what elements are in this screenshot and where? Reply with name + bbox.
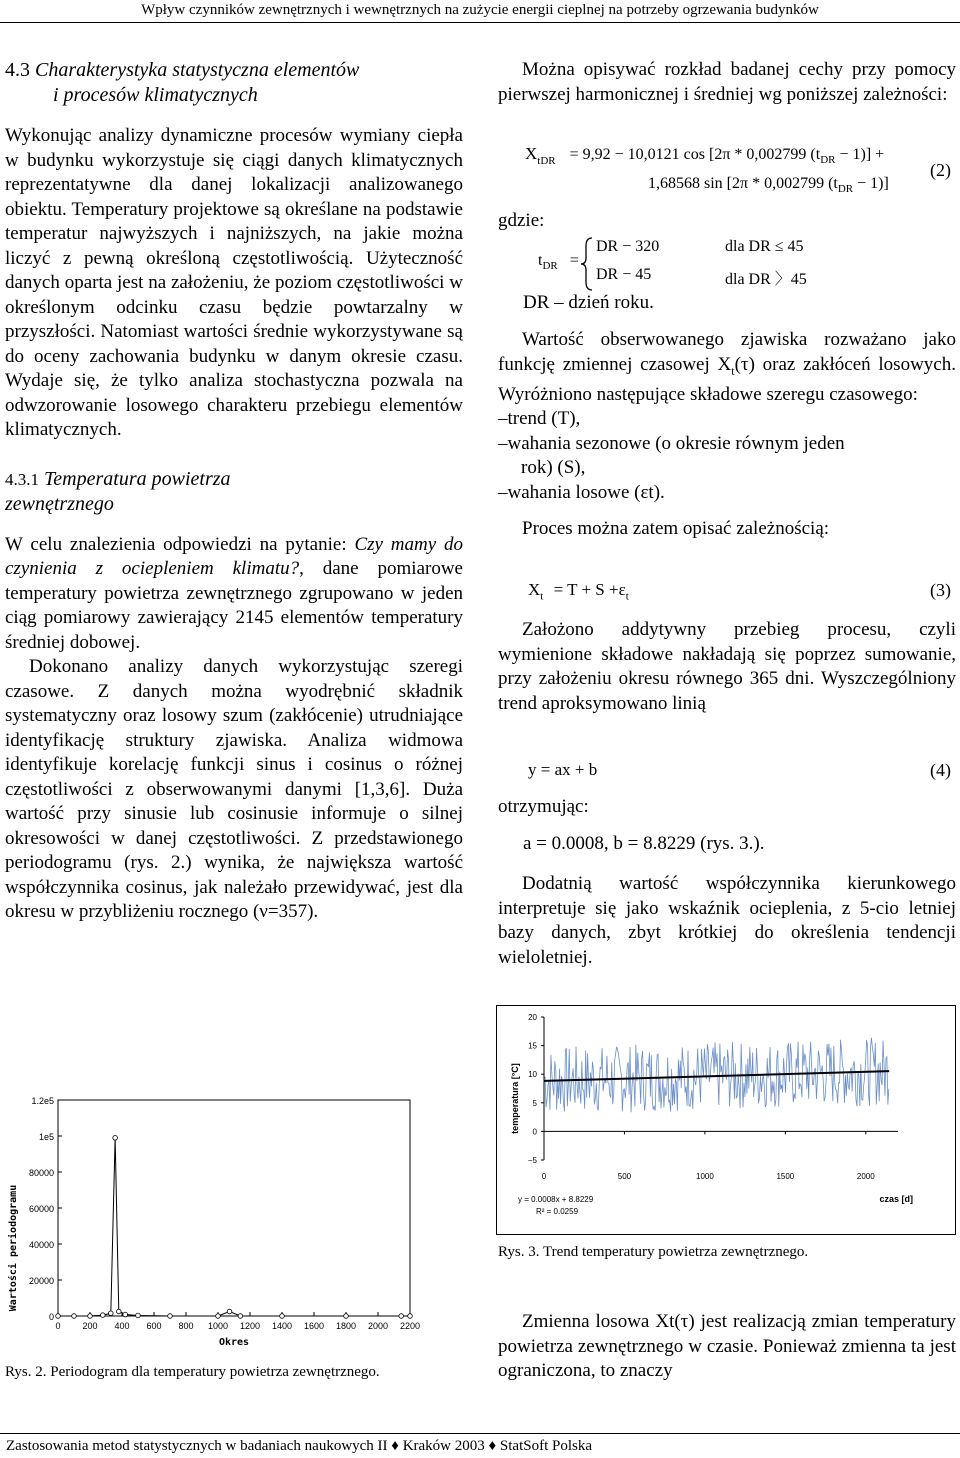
- y-tick-label: 5: [532, 1098, 537, 1108]
- eq2-sub-dr: DR: [820, 154, 836, 167]
- x-tick-label: 1000: [696, 1172, 714, 1181]
- data-point: [113, 1136, 118, 1141]
- paragraph-conclusion: Dodatnią wartość współczynnika kierunkowego interpretuje się jako wskaźnik ocieplenia, z 5-cio letniej bazy danych, zbyt krótkiej do określenia tendencji wieloletniej.: [498, 873, 956, 968]
- paragraph-additive: Założono addytywny przebieg procesu, czyli wymienione składowe nakładają się poprzez sumowanie, przy założeniu okresu równego 365 dni. Wyszczególniony trend aproksymowano linią: [498, 619, 956, 714]
- periodogram-chart: [0, 1088, 470, 1350]
- x-tick-label: 800: [178, 1321, 194, 1331]
- x-tick-label: 200: [82, 1321, 98, 1331]
- p2-end: , dane pomiarowe temperatury powietrza zewnętrznego zgrupowano w jeden ciąg pomiarowy zawierający 2145 elementów temperatury średniej dobowej.: [5, 558, 463, 653]
- otrzymujac-label: otrzymując:: [498, 796, 589, 817]
- y-tick-label: 80000: [28, 1168, 54, 1178]
- section-title-line2: i procesów klimatycznych: [53, 84, 258, 106]
- p2-a: Wartość obserwowanego zjawiska rozważano jako funkcję zmiennej czasowej X: [498, 329, 956, 375]
- left-column: [5, 58, 463, 925]
- x-tick-label: 1600: [303, 1321, 325, 1331]
- result-values: a = 0.0008, b = 8.8229 (rys. 3.).: [523, 833, 765, 854]
- eq2-rhs-a: = 9,92 − 10,0121 cos [2π * 0,002799 (t: [569, 146, 821, 163]
- data-point: [88, 1314, 93, 1319]
- section-title-line1: Charakterystyka statystyczna elementów: [35, 59, 360, 81]
- case2-cond: dla DR 〉45: [725, 271, 807, 288]
- data-point: [238, 1314, 243, 1319]
- right-column-5: [498, 1310, 956, 1384]
- x-tick-label: 1200: [239, 1321, 261, 1331]
- list-item-text: wahania losowe (εt).: [507, 481, 665, 503]
- eq3-sub: t: [540, 590, 544, 603]
- list-item: –wahania losowe (εt).: [498, 481, 665, 503]
- tdr-lhs: [538, 252, 579, 272]
- trend-line: [544, 1071, 889, 1081]
- equation-3: [528, 580, 629, 602]
- eq2-lhs-sub: tDR: [537, 155, 556, 167]
- right-column-4: [498, 872, 956, 970]
- eq3-sub2: t: [625, 590, 629, 603]
- list-item: –trend (T),: [498, 408, 581, 430]
- x-tick-label: 1800: [335, 1321, 357, 1331]
- list-item-text: trend (T),: [507, 408, 581, 430]
- subsection-title-line1: Temperatura powietrza: [44, 467, 231, 490]
- plot-frame: [58, 1100, 410, 1316]
- y-tick-label: 15: [528, 1041, 537, 1051]
- paragraph-harmonic: Można opisywać rozkład badanej cechy przy pomocy pierwszej harmonicznej i średniej wg poniższej zależności:: [498, 59, 956, 105]
- trend-equation-label: y = 0.0008x + 8.8229: [518, 1195, 594, 1204]
- fig3-caption: Rys. 3. Trend temperatury powietrza zewnętrznego.: [498, 1244, 809, 1260]
- equation-3-number: (3): [930, 580, 951, 600]
- y-tick-label: 1e5: [38, 1132, 54, 1142]
- data-point: [399, 1314, 404, 1319]
- y-tick-label: 0: [48, 1312, 54, 1322]
- periodogram-line: [58, 1138, 410, 1316]
- y-tick-label: 10: [528, 1070, 537, 1080]
- right-column-3: [498, 618, 956, 716]
- x-axis-label: czas [d]: [879, 1194, 913, 1204]
- x-tick-label: 500: [617, 1172, 632, 1181]
- paragraph-analysis: Dokonano analizy danych wykorzystując szeregi czasowe. Z danych można wyodrębnić składnik systematyczny oraz losowy szum (zakłócenie) utrudniające identyfikację struktury zjawiska. Analiza widmowa identyfikuje korelację funkcji sinus i cosinus o różnej częstotliwości z obserwowanymi danymi [1,3,6]. Duża wartość przy sinusie lub cosinusie informuje o silnej okresowości w danej częstotliwości. Z przedstawionego periodogramu (rys. 2.) wynika, że największa wartość współczynnika cosinus, jak należało przewidywać, jest dla okresu w przybliżeniu rocznego (ν=357).: [5, 656, 463, 922]
- eq2-line2-sub: DR: [837, 183, 854, 196]
- case2-expr: DR − 45: [596, 266, 652, 283]
- case1-expr: DR − 320: [596, 238, 660, 255]
- page-header: Wpływ czynników zewnętrznych i wewnętrznych na zużycie energii cieplnej na potrzeby ogrzewania budynków: [0, 0, 960, 23]
- eq2-rhs-b: − 1)] +: [835, 146, 885, 163]
- paragraph-question: [5, 533, 463, 656]
- data-point: [168, 1314, 173, 1319]
- paragraph-components: [498, 328, 956, 407]
- brace-icon: [580, 236, 594, 292]
- periodogram-figure: [0, 1088, 470, 1350]
- y-tick-label: 1.2e5: [31, 1096, 54, 1106]
- right-column-2: [498, 328, 956, 542]
- p2-b: (τ) oraz zakłóceń losowych. Wyróżniono następujące składowe szeregu czasowego:: [498, 353, 956, 405]
- section-number: 4.3: [5, 59, 30, 81]
- equation-4-number: (4): [930, 760, 951, 780]
- x-tick-label: 400: [114, 1321, 130, 1331]
- x-tick-label: 2000: [856, 1172, 875, 1181]
- x-tick-label: 2200: [399, 1321, 421, 1331]
- paragraph-process: Proces można zatem opisać zależnością:: [522, 518, 830, 540]
- eq2-lhs: X: [525, 144, 538, 163]
- list-item-continuation: [498, 456, 956, 481]
- list-item-text: wahania sezonowe (o okresie równym jeden: [507, 432, 845, 454]
- subsection-heading: [5, 467, 463, 517]
- paragraph-intro: Wykonując analizy dynamiczne procesów wymiany ciepła w budynku wykorzystuje się ciągi danych klimatycznych reprezentatywne dla danej lokalizacji analizowanego obiektu. Temperatury projektowe są określane na podstawie temperatur najwyższych i najniższych, na jakie można liczyć z pewną określoną częstotliwością. Użyteczność danych oparta jest na założeniu, że poziom częstotliwości w określonym odcinku czasu będzie powtarzalny w przyszłości. Natomiast wartości średnie wykorzystywane są do oceny zachowania budynku w danym okresie czasu. Wydaje się, że tylko analiza stochastyczna pozwala na odwzorowanie losowego charakteru przebiegu elementów klimatycznych.: [5, 125, 463, 440]
- x-tick-label: 2000: [367, 1321, 389, 1331]
- data-point: [408, 1314, 413, 1319]
- trend-chart: [496, 1005, 956, 1235]
- y-tick-label: −5: [527, 1156, 537, 1165]
- data-point: [123, 1312, 128, 1317]
- r2-label: R² = 0.0259: [536, 1207, 579, 1216]
- fig2-caption: Rys. 2. Periodogram dla temperatury powietrza zewnętrznego.: [5, 1364, 380, 1380]
- data-point: [216, 1314, 221, 1319]
- data-point: [227, 1309, 232, 1314]
- data-point: [109, 1311, 114, 1316]
- subsection-title-line2: zewnętrznego: [5, 492, 114, 515]
- paragraph-random: Zmienna losowa Xt(τ) jest realizacją zmian temperatury powietrza zewnętrznego w czasie. Ponieważ zmienna ta jest ograniczona, to znaczy: [498, 1311, 956, 1381]
- equation-2-number: (2): [930, 160, 951, 180]
- tdr-sub: DR: [542, 260, 558, 273]
- p2-start: W celu znalezienia odpowiedzi na pytanie:: [5, 533, 355, 555]
- y-axis-label: temperatura [°C]: [510, 1063, 520, 1134]
- p2-question: Czy mamy do czynienia z ociepleniem klimatu?: [5, 533, 463, 579]
- eq3-rhs: = T + S +ε: [553, 580, 626, 599]
- right-column: [498, 58, 956, 107]
- x-tick-label: 1000: [207, 1321, 229, 1331]
- y-tick-label: 0: [532, 1127, 537, 1137]
- y-tick-label: 20000: [28, 1276, 54, 1286]
- data-point: [117, 1309, 122, 1314]
- list-item: –wahania sezonowe (o okresie równym jeden: [498, 432, 845, 454]
- trend-figure: [496, 1005, 956, 1235]
- data-point: [101, 1313, 106, 1318]
- x-tick-label: 1400: [271, 1321, 293, 1331]
- temperature-series-line: [544, 1038, 889, 1113]
- eq3-x: X: [528, 580, 541, 599]
- section-heading: [5, 58, 463, 108]
- list-item-text: rok) (S),: [521, 457, 586, 479]
- page-footer: Zastosowania metod statystycznych w badaniach naukowych II ♦ Kraków 2003 ♦ StatSoft Polska: [0, 1433, 960, 1457]
- case1-cond: dla DR ≤ 45: [725, 238, 804, 255]
- equation-2-line2: [648, 175, 889, 195]
- data-point: [56, 1314, 61, 1319]
- data-point: [280, 1314, 285, 1319]
- data-point: [72, 1314, 77, 1319]
- y-tick-label: 40000: [28, 1240, 54, 1250]
- x-tick-label: 1500: [776, 1172, 795, 1181]
- x-axis-label: Okres: [218, 1337, 250, 1348]
- tdr-equals: =: [569, 252, 579, 269]
- y-axis-label: Wartości periodogramu: [8, 1184, 19, 1312]
- p2-sub: t: [731, 363, 735, 378]
- y-tick-label: 60000: [28, 1204, 54, 1214]
- tdr-t: t: [538, 252, 543, 269]
- x-tick-label: 600: [146, 1321, 162, 1331]
- equation-4: y = ax + b: [528, 760, 598, 779]
- subsection-number: 4.3.1: [5, 469, 39, 489]
- data-point: [344, 1314, 349, 1319]
- y-tick-label: 20: [528, 1013, 537, 1022]
- eq2-line2-a: 1,68568 sin [2π * 0,002799 (t: [648, 175, 838, 192]
- gdzie-label: gdzie:: [498, 210, 545, 231]
- data-point: [136, 1313, 141, 1318]
- x-tick-label: 0: [541, 1172, 547, 1181]
- dr-definition: DR – dzień roku.: [523, 292, 654, 313]
- x-tick-label: 0: [55, 1321, 61, 1331]
- equation-2-line1: [525, 144, 884, 167]
- eq2-line2-b: − 1)]: [853, 175, 889, 192]
